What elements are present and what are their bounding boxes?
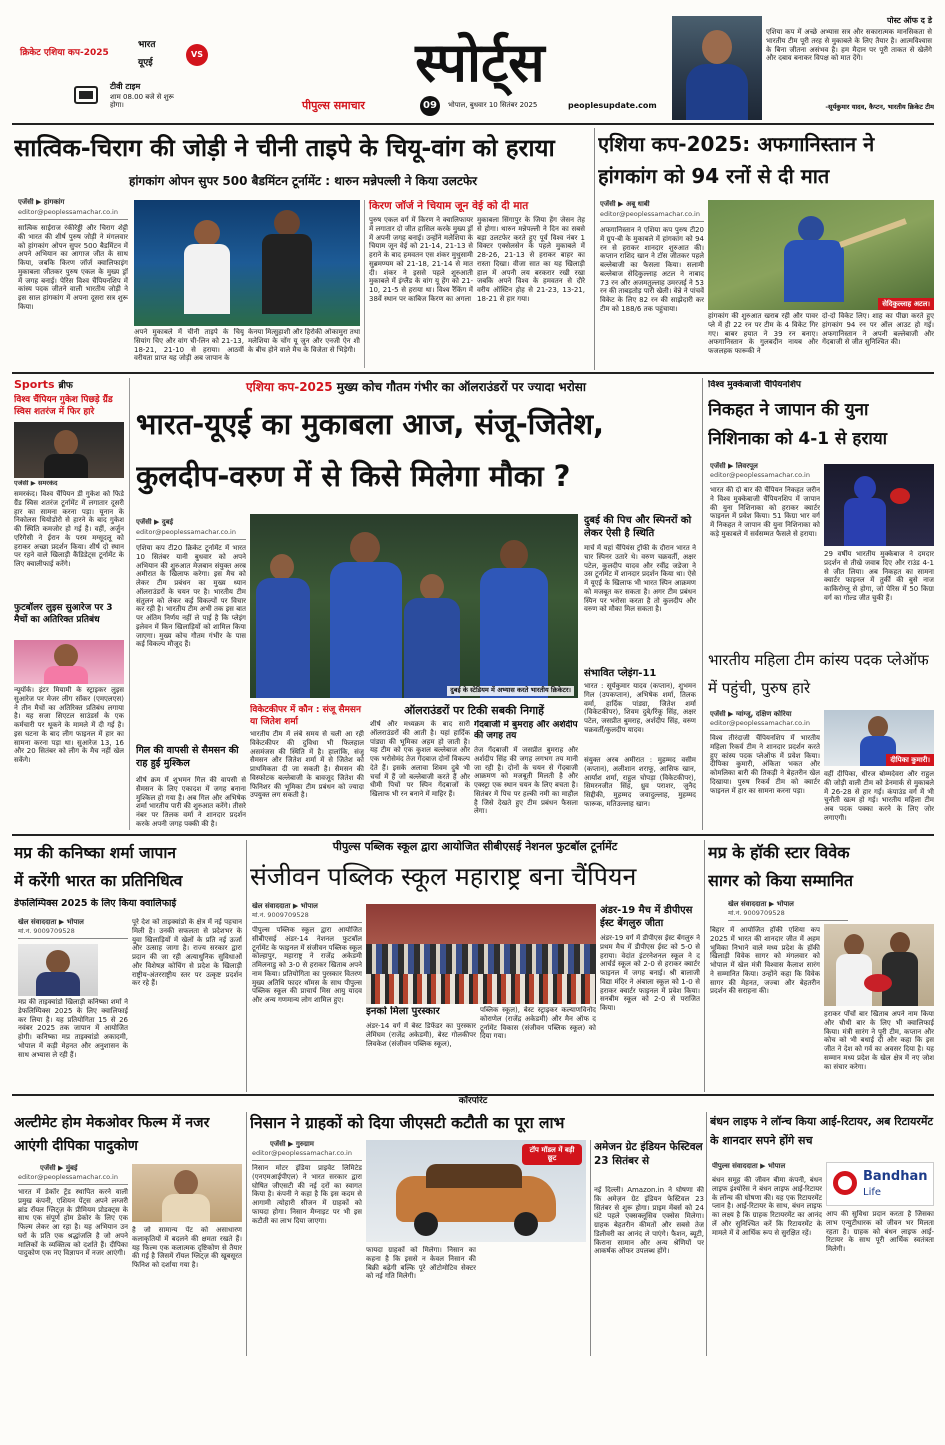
amazon-box: [480, 1246, 586, 1356]
bandhan-headline: बंधन लाइफ ने लॉन्च किया आई-रिटायर, अब रिटायरमेंट के शानदार सपने होंगे सच: [710, 1115, 934, 1147]
badminton-email: editor@peoplessamachar.co.in: [18, 209, 128, 220]
promo-series: क्रिकेट एशिया कप-2025: [20, 48, 109, 58]
badminton-body-2: अपने मुकाबले में चीनी ताइपे के चियू सियांग चिए और वांग ची-लिन को 21-13, 18-21, 21-10 से हराया। आठवीं वरीयता प्राप्त यह जोड़ी अब जापान के: [134, 328, 244, 363]
hockey-headline-2: सागर को किया सम्मानित: [708, 871, 853, 890]
afghan-photo: [708, 200, 934, 310]
amazon-body: नई दिल्ली। Amazon.in ने घोषणा की कि अमेज़न ग्रेट इंडियन फेस्टिवल 23 सितंबर से शुरू होगा। प्राइम मेंबर्स को 24 घंटे पहले एक्सक्लूसिव एक्सेस मिलेगा। ग्राहक बेहतरीन कीमतों और सबसे तेज डिलीवरी का आनंद ले पाएंगे। फैशन, ब्यूटी, किराना सामान और अन्य श्रेणियों पर आकर्षक ऑफर उपलब्ध होंगे।: [594, 1186, 704, 1256]
bandhan-logo-icon: [833, 1171, 857, 1195]
hockey-body-2: हराकर पाँचों बार खिताब अपने नाम किया और चौथी बार के लिए भी क्वालिफाई किया। मंत्री सारंग ने पूरी टीम, कप्तान और कोच को भी बधाई दी और कहा कि इस जीत ने देश को गर्व का अवसर दिया है। यह सम्मान मध्य प्रदेश के खेल क्षेत्र में नए जोश का संचार करेगा।: [824, 1010, 934, 1071]
kanishka-photo: [18, 944, 98, 996]
kanishka-subhead: डेफलिम्पिक्स 2025 के लिए किया क्वालिफाई: [14, 898, 177, 909]
keeper-box: [250, 704, 368, 832]
hockey-body: बिहार में आयोजित हॉकी एशिया कप 2025 में भारत की शानदार जीत में अहम भूमिका निभाने वाले मध्य प्रदेश के हॉकी खिलाड़ी विवेक सागर को मंगलवार को भोपाल में खेल मंत्री विश्वास कैलाश सारंग ने सम्मानित किया। उन्होंने कहा कि विवेक सागर की मेहनत, जज्बा और बेहतरीन प्रदर्शन की सराहना की।: [710, 926, 820, 996]
promo-time: शाम 08.00 बजे से शुरू होगा।: [110, 93, 174, 110]
vs-badge: VS: [186, 44, 208, 66]
womens-caption: दीपिका कुमारी।: [886, 754, 934, 766]
nissan-email: editor@peoplessamachar.co.in: [252, 1150, 362, 1161]
sanjeevan-photo: [366, 904, 596, 1004]
promo-channel: टीवी टाइम: [110, 82, 141, 91]
afghan-email: editor@peoplessamachar.co.in: [600, 211, 704, 222]
kanishka-body: मप्र की ताइक्वांडो खिलाड़ी कनिष्का शर्मा ने डेफलिम्पिक्स 2025 के लिए क्वालिफाई कर लिया है। यह प्रतियोगिता 15 से 26 नवंबर 2025 तक जापान में आयोजित होगी। कनिष्का मप्र ताइक्वांडो अकादमी, भोपाल में कड़ी मेहनत और अनुशासन के साथ अभ्यास ले रही हैं।: [18, 998, 128, 1059]
promo-team1: भारत: [138, 40, 156, 50]
lead-deck: [136, 380, 696, 398]
corporate-banner: [12, 1094, 934, 1108]
bowling-head: गेंदबाजी में बुमराह और अर्शदीप की जगह तय: [474, 720, 578, 741]
bandhan-logo-text-2: Life: [863, 1187, 882, 1198]
badminton-body: सात्विक साईराज रंकीरेड्डी और चिराग शेट्टी की भारत की शीर्ष पुरुष जोड़ी ने मंगलवार को हांगकांग ओपन सुपर 500 बैडमिंटन में अपने अभियान का आगाज जीत के साथ किया, जबकि किरण जॉर्ज क्वालिफाइंग मुकाबला जीतकर पुरुष एकल के मुख्य ड्रॉ में जगह बनाई। पेरिस विश्व चैंपियनशिप में कांस्य पदक जीतने वाली भारतीय जोड़ी ने इस साल हांगकांग में अपना दूसरा सत्र शुरू किया।: [18, 224, 128, 311]
football-head: फुटबॉलर लुइस सुआरेज पर 3 मैचों का अतिरिक्त प्रतिबंध: [14, 603, 113, 625]
masthead-strip: [300, 96, 662, 116]
nissan-body-2: फायदा ग्राहकों को मिलेगा। निसान का कहना है कि इससे न केवल निसान की बिक्री बढ़ेगी बल्कि पूरे ऑटोमोटिव सेक्टर को नई गति मिलेगी।: [366, 1246, 476, 1281]
kanishka-phone: मो.नं. 9009709528: [18, 928, 128, 939]
badminton-photo: [134, 200, 360, 326]
womens-body: विश्व तीरंदाजी चैंपियनशिप में भारतीय महिला रिकर्व टीम ने शानदार प्रदर्शन करते हुए कांस्य पदक प्लेऑफ में प्रवेश किया। दीपिका कुमारी, अंकिता भकत और कोमलिका बारी की तिकड़ी ने बेहतरीन खेल दिखाया। पुरुष रिकर्व टीम को क्वार्टर फाइनल में हार का सामना करना पड़ा।: [710, 734, 820, 795]
boxing-photo: [824, 464, 934, 546]
nissan-badge: टॉप मॉडल में बड़ी छूट: [522, 1144, 582, 1165]
allround-head: ऑलराउंडरों पर टिकी सबकी निगाहें: [404, 704, 544, 717]
bowling-body: तेज गेंदबाजी में जसप्रीत बुमराह और अर्शदीप सिंह की जगह लगभग तय मानी जा रही है। दोनों के चयन से गेंदबाजी आक्रमण को मजबूती मिलती है और एक्स्ट्रा एक स्थान चयन के लिए बचता है। सितंबर में पिच पर हल्की नमी का माहौल है जिसे देखते हुए टीम प्रबंधन फैसला लेगा।: [474, 746, 578, 816]
corporate-label: कॉरपोरेट: [458, 1096, 488, 1106]
kanishka-byline: खेल संवाददाता ▶ भोपाल: [18, 918, 84, 926]
nissan-headline: निसान ने ग्राहकों को दिया जीएसटी कटौती का पूरा लाभ: [250, 1114, 565, 1132]
post-text: एशिया कप में अच्छे अभ्यास सत्र और सकारात्मक मानसिकता से भारतीय टीम पूरी तरह से मुकाबले के लिए तैयार है। आत्मविश्वास के बिना जीतना असंभव है। हम मैदान पर पूरी ताकत से खेलेंगे और दबाव बनाकर विपक्ष को मात देंगे।: [766, 28, 932, 63]
gill-head: गिल की वापसी से सैमसन की राह हुई मुश्किल: [136, 745, 239, 769]
hockey-byline: खेल संवाददाता ▶ भोपाल: [728, 900, 794, 908]
badminton-byline: एजेंसी ▶ हांगकांग: [18, 198, 65, 206]
masthead-title: [360, 30, 600, 100]
hockey-headline-1: मप्र के हॉकी स्टार विवेक: [708, 843, 850, 862]
afghan-caption: सेदिकुल्लाह अटल।: [878, 298, 934, 310]
dateline: भोपाल, बुधवार 10 सितंबर 2025: [448, 101, 538, 109]
boxing-body: भारत की दो बार की चैंपियन निकहत जरीन ने विश्व मुक्केबाजी चैंपियनशिप में जापान की युना निशिनाका को हराकर क्वार्टर फाइनल में प्रवेश किया। 51 किग्रा भार वर्ग में निकहत ने जापान की युना निशिनाका को कड़े मुकाबले में सर्वसम्मत फैसले से हराया।: [710, 486, 820, 538]
lead-email: editor@peoplessamachar.co.in: [136, 529, 246, 540]
page-number: 09: [420, 96, 440, 116]
boxing-label: विश्व मुक्केबाजी चैंपियनशिप: [708, 380, 802, 390]
womens-byline: एजेंसी ▶ ग्वांग्जू, दक्षिण कोरिया: [710, 710, 792, 718]
u19-head: अंडर-19 मैच में डीपीएस ईस्ट बेंगलुरु जीता: [600, 905, 693, 929]
boxing-email: editor@peoplessamachar.co.in: [710, 472, 820, 483]
keeper-head: [250, 704, 368, 730]
nissan-body: निसान मोटर इंडिया प्राइवेट लिमिटेड (एनएमआईपीएल) ने भारत सरकार द्वारा घोषित जीएसटी की नई दरों का स्वागत किया है। कंपनी ने कहा है कि इस कदम से आगामी त्योहारी सीजन में ग्राहकों को फायदा होगा। निसान मैग्नाइट पर भी इस कटौती का लाभ दिया जाएगा।: [252, 1164, 362, 1225]
playing-uae: संयुक्त अरब अमीरात : मुहम्मद वसीम (कप्तान), अलीशान शराफू, आसिफ खान, आर्यांश शर्मा, राहुल चोपड़ा (विकेटकीपर), सिमरनजीत सिंह, ध्रुव पराशर, जुनैद सिद्दीकी, मुहम्मद जवादुल्लाह, मुहम्मद फारूक, मतिउल्लाह खान।: [584, 756, 696, 808]
dubai-head: दुबई की पिच और स्पिनरों को लेकर ऐसी है स्थिति: [584, 515, 692, 539]
lead-byline: एजेंसी ▶ दुबई: [136, 518, 174, 526]
hockey-photo: [824, 924, 934, 1006]
deepika-email: editor@peoplessamachar.co.in: [18, 1174, 128, 1185]
nissan-photo: [366, 1140, 586, 1242]
amazon-headline: अमेजन ग्रेट इंडियन फेस्टिवल 23 सितंबर से: [594, 1141, 703, 1167]
brief-label: ब्रीफ: [58, 381, 73, 391]
dubai-box: [584, 514, 696, 832]
chess-head: विश्व चैंपियन गुकेश पिछड़े ग्रैंड स्विस शतरंज में फिर हारे: [14, 395, 113, 417]
paper-name: पीपुल्स समाचार: [302, 99, 365, 112]
womens-photo: [824, 710, 934, 766]
post-of-the-day: [764, 16, 934, 120]
deepika-body-2: है जो सामान्य पेंट को असाधारण कलाकृतियों में बदलने की क्षमता रखते हैं। यह फिल्म एक कलात्मक दृष्टिकोण से तैयार की गई है जिसमें रॉयल ग्लिट्ज़ की खूबसूरत फिनिश को दर्शाया गया है।: [132, 1226, 242, 1269]
badminton-subhead: हांगकांग ओपन सुपर 500 बैडमिंटन टूर्नामेंट : थारुन मन्नेपल्ली ने किया उलटफेर: [128, 174, 478, 188]
playing-head: संभावित प्लेइंग-11: [584, 668, 657, 679]
deepika-photo: [132, 1164, 242, 1222]
kiran-body-2: मुकाबला सिंगापुर के जिया हेंग जेसन तेह से होगा। थारुन मन्नेपल्ली ने दिन का सबसे बड़ा उलटफेर करते हुए पूर्व विश्व नंबर 1 विक्टर एक्सेलसेन के पहले मुकाबले में 28-26, 21-13 से हराकर बाहर का रास्ता दिखा। वीजा सात का यह खिलाड़ी हाल में अपनी लय बरकरार रखी रखा जबकि अपने विश्व के हमवतन से दौरे वरीय ऑस्टिन होह से 21-23, 13-21, 18-21 से हार गया।: [477, 216, 585, 303]
afghan-body-3: दो-दो विकेट लिए। शाह का पीछा करते हुए हांगकांग 94 रन पर ऑल आउट हो गई। अफगानिस्तान ने अपनी बल्लेबाजी और गेंदबाजी से जीत सुनिश्चित की।: [822, 312, 934, 347]
womens-email: editor@peoplessamachar.co.in: [710, 720, 820, 731]
afghan-body-2: हांगकांग की शुरुआत खराब रही और पावर प्ले में ही 22 रन पर टीम के 4 विकेट गिर गए। बाबर हयात ने 39 रन बनाए। अफगानिस्तान के गुलबदीन नायब और फजलहक फारूकी ने: [708, 312, 818, 355]
brief-header: [14, 378, 129, 394]
sanjeevan-phone: मो.नं. 9009709528: [252, 912, 362, 923]
womens-body-2: वहीं दीपिका, धीरज बोम्मदेवरा और राहुल की जोड़ी वाली टीम को डेनमार्क से मुकाबले में 26-28 से हार गई। कंपाउंड वर्ग में भी चुनौती खत्म हो गई। भारतीय महिला टीम अब पदक पक्का करने के लिए जोर लगाएगी।: [824, 770, 934, 822]
gill-body: शीर्ष क्रम में शुभमन गिल की वापसी से सैमसन के लिए एकादश में जगह बनाना मुश्किल हो गया है। अब गिल और अभिषेक शर्मा भारतीय पारी की शुरुआत करेंगे। तीसरे नंबर पर तिलक वर्मा ने शानदार प्रदर्शन करके अपनी जगह पक्की की है।: [136, 776, 246, 828]
nissan-byline: एजेंसी ▶ गुरुग्राम: [270, 1140, 314, 1148]
keeper-head-text: विकेटकीपर में कौन : संजू सैमसन या जितेश शर्मा: [250, 705, 362, 727]
u19-box: [600, 904, 700, 1090]
lead-deck-text: मुख्य कोच गौतम गंभीर का ऑलराउंडरों पर ज्यादा भरोसा: [336, 380, 586, 394]
sanjeevan-headline: संजीवन पब्लिक स्कूल महाराष्ट्र बना चैंपियन: [250, 862, 637, 891]
section-title: स्पोर्ट्स: [415, 31, 545, 94]
bandhan-body-2: आप की सुविधा प्रदान करता है जिसका लाभ एन्युटीधारक को जीवन भर मिलता रहता है। ग्राहक को बंधन लाइफ आई-रिटायर के साथ पूरी आर्थिक स्वतंत्रता मिलेगी।: [826, 1210, 934, 1253]
lead-headline-2: कुलदीप-वरुण में से किसे मिलेगा मौका ?: [136, 459, 571, 493]
sanjeevan-body: पीपुल्स पब्लिक स्कूल द्वारा आयोजित सीबीएसई अंडर-14 नेशनल फुटबॉल टूर्नामेंट के फाइनल में संजीवन पब्लिक स्कूल कोल्हापुर, महाराष्ट्र ने राजेंद्र अकेडमी तमिलनाडु को 3-0 से हराकर खिताब अपने नाम किया। प्रतियोगिता का पुरस्कार वितरण मुख्य अतिथि फादर थॉमस के साथ पीपुल्स पब्लिक स्कूल की प्राचार्य मिस आयु यादव और अन्य गणमान्य लोग शामिल हुए।: [252, 926, 362, 1004]
kiran-box: [364, 200, 586, 368]
u19-body: अंडर-19 वर्ग में डीपीएस ईस्ट बेंगलुरु ने प्रथम मैच में डीपीएस ईस्ट को 5-0 से हराया। वेदांत इंटरनेशनल स्कूल ने द आर्चर्ड स्कूल को 2-0 से हराकर क्वार्टर फाइनल में जगह बनाई। श्री बालाजी विद्या मंदिर ने अंबाला स्कूल को 1-0 से हराकर क्वार्टर फाइनल में प्रवेश किया। सनबीम स्कूल को 2-0 से पराजित किया।: [600, 934, 700, 1012]
dubai-body: मार्च में यहां चैंपियंस ट्रॉफी के दौरान भारत ने चार स्पिनर उतारे थे। वरुण चक्रवर्ती, अक्षर पटेल, कुलदीप यादव और रवींद्र जडेजा ने उस टूर्नामेंट में शानदार प्रदर्शन किया था। ऐसे में यूएई के खिलाफ भी भारत स्पिन आक्रमण को मजबूत कर सकता है। अगर टीम प्रबंधन स्पिन पर भरोसा करता है तो कुलदीप और वरुण को मौका मिल सकता है।: [584, 544, 696, 614]
allround-body: शीर्ष और मध्यक्रम के बाद सारी ऑलराउंडरों की आती है। यहां हार्दिक पांड्या की भूमिका अहम हो जाती है। यह टीम को एक कुशल बल्लेबाज और एक भरोसेमंद तेज गेंदबाज दोनों विकल्प देते हैं। इसके अलावा शिवम दुबे भी चर्चा में हैं जो बल्लेबाजी करते हैं और धीमी पिचों पर स्पिन गेंदबाजों के खिलाफ भी रन बनाने में माहिर हैं।: [370, 720, 470, 798]
hockey-phone: मो.नं. 9009709528: [728, 910, 848, 921]
allround-box: [370, 704, 578, 832]
gukesh-photo: [14, 422, 124, 478]
afghan-headline: एशिया कप-2025: अफगानिस्तान ने हांगकांग को 94 रनों से दी मात: [598, 132, 875, 188]
prize-body: अंडर-14 वर्ग में बेस्ट डिफेंडर का पुरस्कार लेमिंघम (राजेंद्र अकेडमी), बेस्ट गोलकीपर लिवकेश (संजीवन पब्लिक स्कूल),: [366, 1022, 476, 1048]
deepika-body: भारत में डेकॉर ट्रेंड स्थापित करने वाली प्रमुख कंपनी, एशियन पेंट्स अपने लग्जरी ब्रांड रॉयल ग्लिट्ज़ के प्रीमियम प्रोडक्ट्स के साथ एक संपूर्ण होम डेकोर के लिए एक फिल्म लेकर आ रहा है। यह अभियान उन घरों के प्रति एक श्रद्धांजलि है जो अपने मालिकों के व्यक्तित्व को दर्शाते हैं। दीपिका पादुकोण एक नए विज्ञापन में नजर आएंगी।: [18, 1188, 128, 1258]
tv-icon: [74, 86, 98, 104]
promo-team2: यूएई: [138, 58, 153, 68]
chess-body: समरकंद। विश्व चैंपियन डी गुकेश को फिडे ग्रैंड स्विस शतरंज टूर्नामेंट में लगातार दूसरी हार का सामना करना पड़ा। यूनान के निकोलस थियोडोरो से हारने के बाद गुकेश की स्थिति कमजोर हो गई है। वहीं, अर्जुन एरिगैसी ने ईरान के परम मग्सूदलू को हराकर अच्छा प्रदर्शन किया। शीर्ष दो स्थान पर रहने वाले खिलाड़ी कैंडिडेट्स टूर्नामेंट के लिए क्वालीफाई करेंगे।: [14, 490, 124, 568]
sanjeevan-deck: पीपुल्स पब्लिक स्कूल द्वारा आयोजित सीबीएसई नेशनल फुटबॉल टूर्नामेंट: [332, 840, 618, 853]
bandhan-byline: पीपुल्स संवाददाता ▶ भोपाल: [712, 1162, 786, 1170]
sanjeevan-byline: खेल संवाददाता ▶ भोपाल: [252, 902, 318, 910]
football-body: न्यूयॉर्क। इंटर मियामी के स्ट्राइकर लुइस सुआरेज पर मेजर लीग सॉकर (एमएलएस) ने तीन मैचों का अतिरिक्त प्रतिबंध लगाया है। यह सजा सिएटल साउंडर्स के एक कर्मचारी पर थूकने के मामले में दी गई है। इस घटना के बाद लीग फाइनल में हार का सामना करना पड़ा था। सुआरेज 13, 16 और 20 सितंबर को लीग के मैच नहीं खेल सकेंगे।: [14, 686, 124, 764]
kanishka-headline-2: में करेंगी भारत का प्रतिनिधित्व: [14, 872, 183, 890]
post-author: -सूर्यकुमार यादव, कैप्टन, भारतीय क्रिकेट टीम: [825, 103, 934, 111]
sports-brief: [14, 378, 130, 830]
lead-kicker: एशिया कप-2025: [246, 380, 333, 394]
suarez-photo: [14, 640, 124, 684]
prize-head: इनको मिला पुरस्कार: [366, 1006, 440, 1017]
bandhan-logo: [826, 1162, 934, 1206]
badminton-body-3: केनया मित्सुहाशी और हिरोकी ओकामुरा तथा मलेशिया के चोंग यू जुन और एनजी ऐन शी के बीच होने वाले मैच के विजेता से भिड़ेगी।: [248, 328, 360, 354]
chess-byline: एजेंसी ▶ समरकंद: [14, 480, 58, 487]
deepika-byline: एजेंसी ▶ मुंबई: [40, 1164, 78, 1172]
afghan-byline: एजेंसी ▶ अबू धाबी: [600, 200, 650, 208]
playing-india: भारत : सूर्यकुमार यादव (कप्तान), शुभमन गिल (उपकप्तान), अभिषेक शर्मा, तिलक वर्मा, हार्दिक पांड्या, जितेश शर्मा (विकेटकीपर), शिवम दुबे/रिंकू सिंह, अक्षर पटेल, जसप्रीत बुमराह, अर्शदीप सिंह, वरुण चक्रवर्ती/कुलदीप यादव।: [584, 682, 696, 734]
boxing-body-2: 29 वर्षीय भारतीय मुक्केबाज ने दमदार प्रदर्शन से तीखे जवाब दिए और राउंड 4-1 से जीत लिया। अब निकहत का सामना क्वार्टर फाइनल में तुर्की की बुसे नाज काकिरोग्लू से होगा, जो पेरिस में 50 किग्रा वर्ग का गोल्ड जीत चुकी हैं।: [824, 550, 934, 602]
post-label: पोस्ट ऑफ द डे: [887, 16, 932, 25]
lead-headline-1: भारत-यूएई का मुकाबला आज, संजू-जितेश,: [136, 407, 605, 441]
sports-badge: Sports: [14, 378, 55, 391]
website-link[interactable]: peoplesupdate.com: [568, 101, 657, 110]
kanishka-body-2: पूरे देश को ताइक्वांडो के क्षेत्र में नई पहचान मिली है। उनकी सफलता से प्रदेशभर के युवा खिलाड़ियों में खेलों के प्रति नई ऊर्जा और उत्साह जागा है। राज्य सरकार द्वारा प्रदान की जा रही अत्याधुनिक सुविधाओं और विशेषज्ञ कोचिंग से प्रदेश के खिलाड़ी राष्ट्रीय-अंतरराष्ट्रीय स्तर पर उत्कृष्ट प्रदर्शन कर रहे हैं।: [132, 918, 242, 988]
bandhan-body: बंधन समूह की जीवन बीमा कंपनी, बंधन लाइफ इंश्योरेंस ने बंधन लाइफ आई-रिटायर के लॉन्च की घोषणा की। यह एक रिटायरमेंट प्लान है। आई-रिटायर के साथ, बंधन लाइफ का लक्ष्य है कि ग्राहक रिटायरमेंट का आनंद लें और सुनिश्चित करें कि रिटायरमेंट के मामले में वे आर्थिक रूप से सुरक्षित रहें।: [712, 1176, 822, 1237]
prize-body-2: पब्लिक स्कूल), बेस्ट स्ट्राइकर कल्याणविनोद कोराणेल (राजेंद्र अकेडमी) और मैन ऑफ द टूर्नामेंट विकास (संजीवन पब्लिक स्कूल) को दिया गया।: [480, 1006, 596, 1041]
lead-body: एशिया कप टी20 क्रिकेट टूर्नामेंट में भारत 10 सितंबर यानी बुधवार को अपने अभियान की शुरुआत मेजबान संयुक्त अरब अमीरात के खिलाफ करेगा। इस मैच को लेकर टीम प्रबंधन का मुख्य ध्यान ऑलराउंडरों के चयन पर है। भारतीय टीम संतुलन को लेकर कई विकल्पों पर विचार कर रही है। भारतीय टीम अभी तक इस बात पर अंतिम निर्णय नहीं ले पाई है कि प्लेइंग इलेवन में किन खिलाड़ियों को शामिल किया जाएगा। मुख्य कोच गौतम गंभीर के पास कई विकल्प मौजूद हैं।: [136, 544, 246, 649]
bandhan-logo-text: Bandhan: [863, 1169, 928, 1184]
promo-box: [14, 36, 209, 116]
lead-photo: [250, 514, 578, 698]
keeper-body: भारतीय टीम में लंबे समय से चली आ रही विकेटकीपर की दुविधा भी फिलहाल असमंजस की स्थिति में है। हालांकि, संजू सैमसन और जितेश शर्मा में से जितेश को प्राथमिकता दी जा सकती है। सैमसन की विस्फोटक बल्लेबाजी के बावजूद जितेश की फिनिशर की भूमिका टीम प्रबंधन को ज्यादा उपयुक्त लग सकती है।: [250, 730, 364, 800]
kiran-head: किरण जॉर्ज ने चियाम जून वेई को दी मात: [369, 200, 529, 212]
boxing-headline: निकहत ने जापान की युना निशिनाका को 4-1 से हराया: [708, 400, 888, 449]
lead-photo-caption: दुबई के स्टेडियम में अभ्यास करते भारतीय क्रिकेटर।: [447, 686, 574, 696]
boxing-byline: एजेंसी ▶ लिवरपूल: [710, 462, 758, 470]
kanishka-headline-1: मप्र की कनिष्का शर्मा जापान: [14, 844, 176, 862]
afghan-body: अफगानिस्तान ने एशिया कप पुरुष टी20 में ग्रुप-बी के मुकाबले में हांगकांग को 94 रन से हराकर शानदार शुरुआत की। कप्तान राशिद खान ने टॉस जीतकर पहले बल्लेबाजी का फैसला किया। सलामी बल्लेबाज सेदिकुल्लाह अटल ने नाबाद 73 रन और अजमतुल्लाह उमरजई ने 53 रन की ताबड़तोड़ पारी खेली। वेन्ने ने पांचवें विकेट के लिए 82 रन की साझेदारी कर टीम को 188/6 तक पहुंचाया।: [600, 226, 704, 313]
kiran-body: पुरुष एकल वर्ग में किरण ने क्वालिफायर में लगातार दो जीत हासिल करके मुख्य ड्रॉ में अपनी जगह बनाई। उन्होंने मलेशिया के चियाम जून वेई को 21-14, 21-13 से हराने के बाद हमवतन एस शंकर मुथुसामी सुब्रमण्यम को 21-18, 21-14 से मात दी। शंकर ने इससे पहले शुरुआती मुकाबले में इंग्लैंड के वांग यू हेंग को 21-10, 21-5 से हराया था। विश्व रैंकिंग में 38वें स्थान पर काबिज किरण का अगला: [369, 216, 473, 303]
badminton-headline: सात्विक-चिराग की जोड़ी ने चीनी ताइपे के चियू-वांग को हराया: [14, 134, 555, 162]
suryakumar-photo: [672, 16, 762, 120]
deepika-headline: अल्टीमेट होम मेकओवर फिल्म में नजर आएंगी दीपिका पादुकोण: [14, 1115, 210, 1154]
womens-headline: भारतीय महिला टीम कांस्य पदक प्लेऑफ में पहुंची, पुरुष हारे: [708, 651, 929, 697]
